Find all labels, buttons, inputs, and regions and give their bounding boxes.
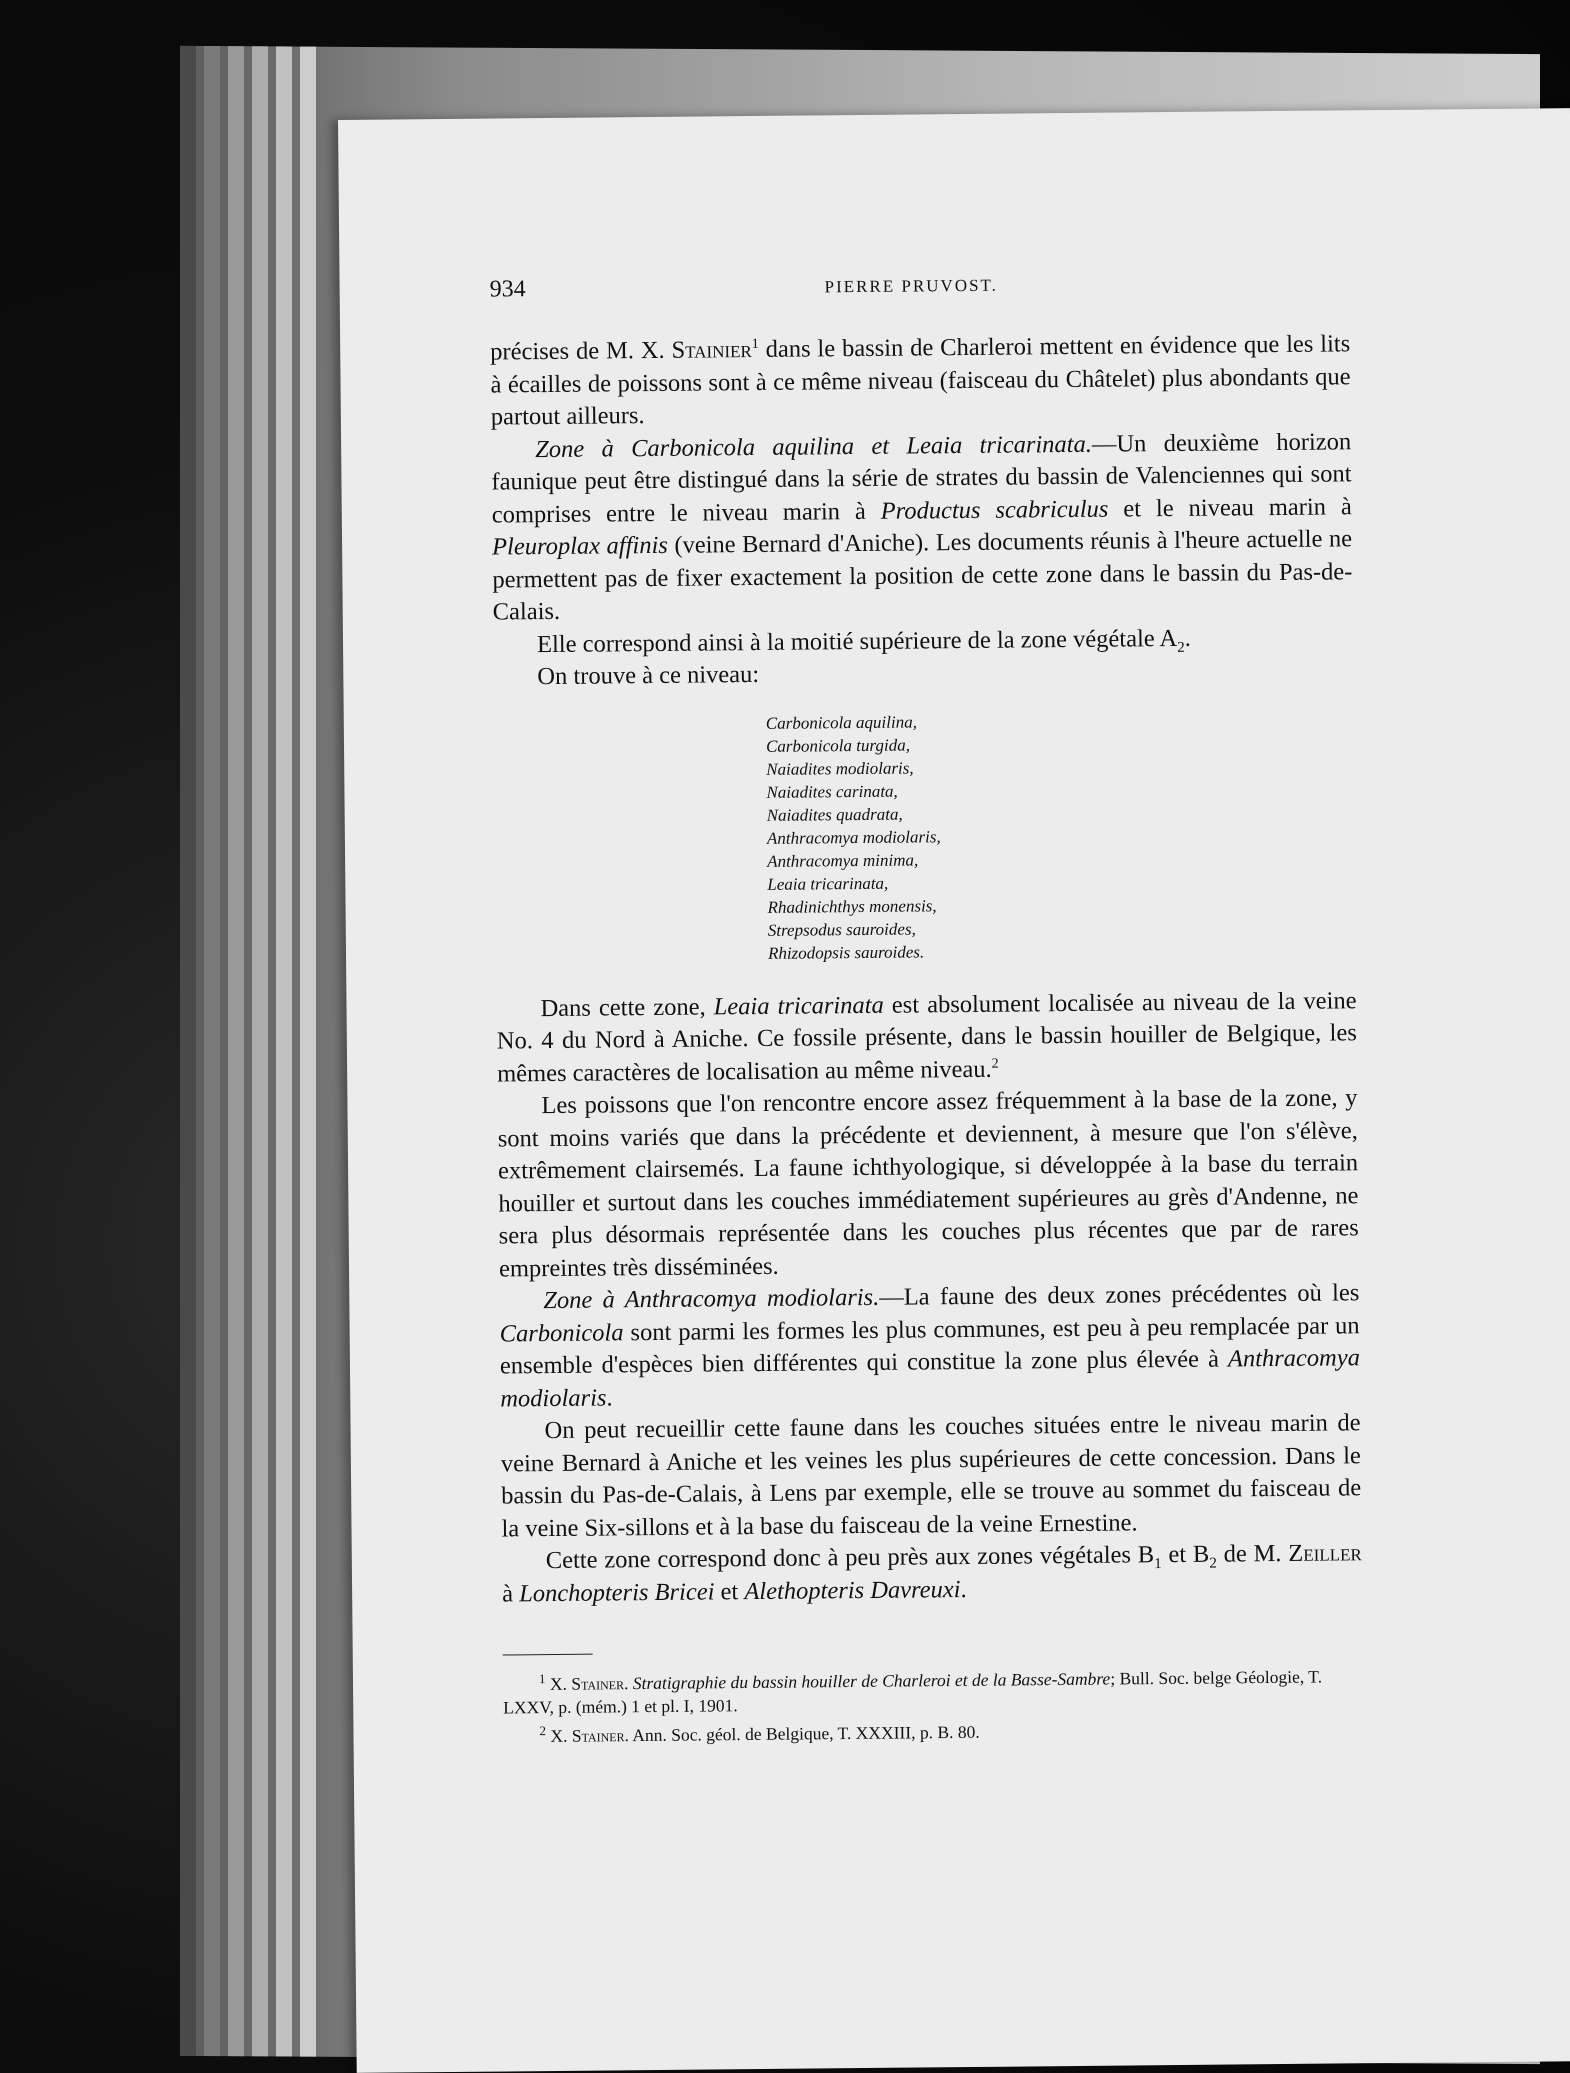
page-header (490, 268, 1350, 322)
page-edge (204, 46, 220, 2056)
species-name: Carbonicola aquilina (631, 432, 855, 462)
list-item: Rhizodopsis sauroides. (767, 941, 925, 963)
page-edge (180, 46, 196, 2056)
text-run: . (960, 1575, 967, 1603)
species-name: Lonchopteris Bricei (519, 1577, 715, 1607)
list-item: Anthracomya modiolaris, (766, 826, 941, 848)
section-heading (543, 1284, 879, 1314)
paragraph-1 (490, 328, 1351, 434)
text-run: dans le bassin de Charleroi mettent en évidence que les lits à écailles de poissons sont à ce même niveau (faisceau du Châtelet) plus abondants que partout ailleurs. (490, 330, 1351, 431)
paragraph-8: On peut recueillir cette faune dans les couches situées entre le niveau marin de veine Bernard à Aniche et les veines les plus supérieures de cette concession. Dans le bassin du Pas-de-Calais, à Lens par exemple, elle se trouve au sommet du faisceau de la veine Six-sillons et à la base du faisceau de la veine Ernestine. (500, 1409, 1362, 1542)
page-edge (276, 46, 292, 2056)
text-run: Dans cette zone, (540, 992, 714, 1022)
text-run: sont parmi les formes les plus communes, est peu à peu remplacée par un ensemble d'espèces bien différentes qui constitue la zone plus élevée à (499, 1311, 1360, 1380)
page-content (490, 268, 1364, 1748)
subscript: 2 (1177, 639, 1185, 656)
author-name: Stainer (571, 1673, 625, 1694)
text-run: et le niveau marin à (1108, 492, 1352, 523)
page-edge (252, 46, 268, 2056)
author-name: Stainer (571, 1724, 625, 1746)
text-run: et (714, 1577, 745, 1605)
list-item: Leaia tricarinata, (767, 873, 889, 894)
subscript: 2 (1209, 1555, 1217, 1572)
list-item: Carbonicola turgida, (765, 735, 911, 756)
text-run: —La faune des deux zones précédentes où les (879, 1279, 1360, 1311)
text-run: . Ann. Soc. géol. de Belgique, T. XXXIII, p. B. 80. (624, 1721, 980, 1745)
text-run: . (1184, 624, 1191, 652)
text-run: précises de M. X. (490, 336, 672, 366)
text-run: et B (1161, 1540, 1210, 1569)
author-name: Zeiller (1288, 1539, 1362, 1567)
text-run: X. (545, 1725, 572, 1746)
text-run: est absolument localisée au niveau de la veine No. 4 du Nord à Aniche. Ce fossile présente, dans le bassin houiller de Belgique, les mêmes caractères de localisation au même niveau. (496, 986, 1357, 1088)
fossil-list (766, 706, 1356, 965)
list-item: Naiadites carinata, (766, 781, 898, 802)
list-item: Rhadinichthys monensis, (767, 895, 937, 917)
section-heading (535, 430, 1092, 462)
text-run: et (853, 432, 907, 460)
paragraph-4: On trouve à ce niveau: (537, 660, 760, 691)
text-run: —Un deuxième horizon faunique peut être distingué dans la série de strates du bassin de Valenciennes qui sont comprises entre le niveau marin à (491, 427, 1352, 529)
list-item: Strepsodus sauroides, (767, 918, 916, 940)
text-run: . (606, 1383, 613, 1411)
text-run: ; Bull. Soc. belge Géologie, T. LXXV, p. (mém.) 1 et pl. I, 1901. (503, 1666, 1323, 1718)
list-item: Anthracomya minima, (767, 849, 919, 871)
footnote-number: 1 (538, 1671, 546, 1687)
text-run: Elle correspond ainsi à la moitié supérieure de la zone végétale A (536, 624, 1178, 658)
paragraph-9 (502, 1537, 1363, 1610)
species-name: Carbonicola (499, 1318, 624, 1348)
text-run: . (623, 1673, 633, 1694)
page-number: 934 (489, 276, 526, 303)
text-run: Zone à (535, 434, 632, 463)
species-name: Anthracomya modiolaris. (624, 1283, 880, 1314)
text-run: à (502, 1579, 520, 1607)
footnote-ref: 1 (751, 336, 759, 352)
text-run: de M. (1216, 1539, 1289, 1568)
paragraph-5 (496, 985, 1357, 1091)
paragraph-zone-carbonicola (491, 426, 1353, 629)
species-name: Alethopteris Davreuxi (744, 1575, 961, 1605)
list-item: Carbonicola aquilina, (765, 711, 918, 733)
footnote-ref: 2 (991, 1056, 999, 1072)
footnote-1 (503, 1659, 1363, 1719)
text-run: Cette zone correspond donc à peu près aux zones végétales B (545, 1541, 1155, 1575)
list-item: Naiadites modiolaris, (766, 758, 914, 779)
species-name: Leaia tricarinata (713, 991, 884, 1020)
species-name: Pleuroplax affinis (491, 531, 668, 561)
paragraph-6: Les poissons que l'on rencontre encore assez fréquemment à la base de la zone, y sont moins variés que dans la précédente et deviennent, à mesure que l'on s'élève, extrêmement clairsemés. La faune ichthyologique, si développée à la base du terrain houiller et surtout dans les couches immédiatement supérieures au grès d'Andenne, ne sera plus désormais représentée dans les couches plus récentes que par de rares empreintes très disséminées. (497, 1084, 1359, 1283)
text-run: X. (545, 1673, 572, 1694)
footnote-divider (503, 1654, 593, 1656)
page-edge (300, 47, 316, 2057)
text-run: (veine Bernard d'Aniche). Les documents réunis à l'heure actuelle ne permettent pas de fixer exactement la position de cette zone dans le bassin du Pas-de-Calais. (492, 525, 1353, 626)
author-name: Stainier (671, 336, 752, 364)
citation-title: Stratigraphie du bassin houiller de Charleroi et de la Basse-Sambre (632, 1668, 1111, 1694)
species-name: Anthracomya modiolaris (500, 1344, 1361, 1413)
list-item: Naiadites quadrata, (766, 804, 903, 825)
running-head: PIERRE PRUVOST. (824, 275, 998, 297)
text-run: Zone à (543, 1286, 625, 1315)
species-name: Productus scabriculus (880, 495, 1109, 525)
paragraph-zone-anthracomya (499, 1277, 1360, 1415)
page-edge (228, 46, 244, 2056)
subscript: 1 (1154, 1556, 1162, 1573)
footnote-number: 2 (539, 1722, 547, 1738)
species-name: Leaia tricarinata. (906, 430, 1093, 460)
book-page (338, 108, 1570, 2073)
